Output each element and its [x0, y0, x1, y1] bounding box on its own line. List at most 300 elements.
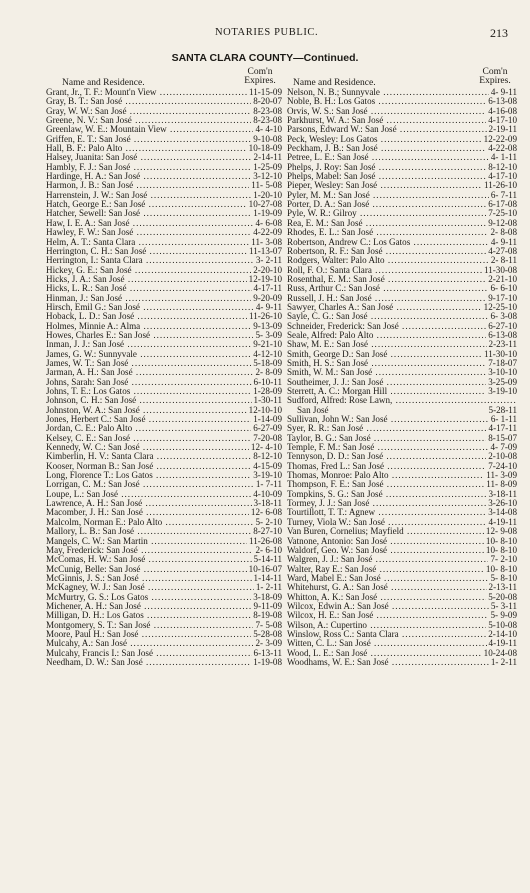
notary-name-residence: Waldorf, Geo. W.: San José ..... [287, 546, 517, 555]
commission-expires: 6-27-10 [488, 321, 517, 331]
notary-name-residence: Hinman, J.: San José ..... [46, 294, 282, 303]
right-column [287, 68, 517, 667]
commission-expires: 4-15-09 [253, 461, 282, 471]
expires-label: Expires. [244, 76, 276, 86]
notary-name-residence: Milligan, D. H.: Los Gatos ..... [46, 611, 282, 620]
notary-name-residence: Wilcox, Edwin A.: San José ..... [287, 602, 517, 611]
commission-expires: 11-30-10 [483, 349, 517, 359]
notary-name-residence: Helm, A. T.: Santa Clara ..... [46, 238, 282, 247]
commission-expires: 4-19-11 [488, 517, 517, 527]
commission-expires: 4-17-11 [253, 284, 282, 294]
notary-name-residence: Hambly, F. J.: San José ..... [46, 163, 282, 172]
notary-name-residence: Roll, F. O.: Santa Clara ..... [287, 266, 517, 275]
commission-expires: 6-13-08 [488, 330, 517, 340]
notary-name-residence: Herrington, I.: Santa Clara ..... [46, 256, 282, 265]
notary-name-residence: Phelps, J. Roy: San José ..... [287, 163, 517, 172]
notary-entry [287, 406, 517, 415]
commission-expires: 2- 8-11 [490, 256, 517, 266]
commission-expires: 3-19-10 [488, 387, 517, 396]
notary-entry [287, 200, 517, 209]
notary-entry [287, 340, 517, 349]
notary-name-residence: Hawley, F. W.: San José ..... [46, 228, 282, 237]
commission-expires: 11-26-10 [483, 181, 517, 191]
notary-entry [46, 611, 282, 620]
notary-entry [46, 387, 282, 396]
commission-expires: 8-15-07 [488, 433, 517, 443]
notary-name-residence: Ward, Mabel E.: San José ..... [287, 574, 517, 583]
notary-name-residence: Peckham, J. B.: San José ..... [287, 144, 517, 153]
notary-entry [46, 396, 282, 405]
notary-name-residence: Tennyson, D. D.: San José ..... [287, 452, 517, 461]
notary-name-residence: Malcolm, Norman E.: Palo Alto ..... [46, 518, 282, 527]
notary-entry [46, 658, 282, 667]
notary-entry [287, 350, 517, 359]
notary-entry [287, 574, 517, 583]
notary-name-residence: McMurtry, G. S.: Los Gatos ..... [46, 593, 282, 602]
commission-expires: 4-10-09 [253, 489, 282, 499]
notary-entry [287, 527, 517, 536]
notary-entry [46, 331, 282, 340]
notary-entry [46, 368, 282, 377]
notary-name-residence: Mangels, C. W.: San Martin ..... [46, 537, 282, 546]
notary-name-residence: Smith, W. M.: San José ..... [287, 368, 517, 377]
notary-entry [287, 181, 517, 190]
commission-expires: 6-27-09 [253, 424, 282, 434]
notary-name-residence: Temple, F. M.: San José ..... [287, 443, 517, 452]
commission-expires: 6- 7-11 [490, 190, 517, 200]
notary-entry [46, 228, 282, 237]
notary-name-residence: Michener, A. H.: San José ..... [46, 602, 282, 611]
notary-name-residence: Pyler, M. M.: San José ..... [287, 191, 517, 200]
notary-name-residence: Wilson, A.: Cupertino ..... [287, 621, 517, 630]
notary-entry [46, 630, 282, 639]
commission-expires: 5-20-08 [488, 592, 517, 602]
commission-expires: 4- 9-11 [490, 237, 517, 247]
right-entry-list [287, 88, 517, 667]
notary-name-residence: Johnson, C. H.: San José ..... [46, 396, 282, 405]
notary-name-residence: McCunig, Belle: San José ..... [46, 565, 282, 574]
notary-entry [287, 621, 517, 630]
notary-entry [287, 462, 517, 471]
notary-entry [46, 593, 282, 602]
notary-entry [287, 396, 517, 405]
notary-name-residence: Inman, J. J.: San José ..... [46, 340, 282, 349]
name-residence-label: Name and Residence. [293, 78, 376, 88]
notary-entry [287, 508, 517, 517]
commission-expires: 2-21-10 [488, 274, 517, 284]
commission-expires: 3-10-10 [488, 368, 517, 378]
notary-entry [287, 424, 517, 433]
notary-entry [287, 593, 517, 602]
notary-name-residence: Montgomery, S. T.: San José ..... [46, 621, 282, 630]
commission-expires: 4- 6-08 [255, 218, 282, 228]
notary-name-residence: Hoback, L. D.: San José ..... [46, 312, 282, 321]
notary-entry [46, 621, 282, 630]
notary-name-residence: Moore, Paul H.: San José ..... [46, 630, 282, 639]
notary-entry [287, 471, 517, 480]
column-header [46, 68, 282, 88]
commission-expires: 4- 1-11 [490, 153, 517, 163]
notary-entry [287, 256, 517, 265]
notary-name-residence: Sterrett, A. C.: Morgan Hill ..... [287, 387, 517, 396]
notary-entry [287, 537, 517, 546]
notary-entry [46, 499, 282, 508]
notary-name-residence: Turney, Viola W.: San José ..... [287, 518, 517, 527]
notary-entry [46, 555, 282, 564]
commission-expires: 5- 9-09 [490, 611, 517, 621]
commission-expires: 5- 3-09 [255, 330, 282, 340]
notary-entry [46, 144, 282, 153]
notary-name-residence: Woodhams, W. E.: San José ..... [287, 658, 517, 667]
commission-expires: 12-10-10 [248, 405, 282, 415]
commission-expires: 12-19-10 [248, 274, 282, 284]
commission-expires: 11- 3-08 [251, 237, 282, 247]
commission-expires: 9-20-09 [253, 293, 282, 303]
commission-expires: 10-27-08 [248, 200, 282, 210]
notary-entry [46, 266, 282, 275]
notary-name-residence: Griffen, E. T.: San José ..... [46, 135, 282, 144]
notary-name-residence: Hirsch, Emil G.: San José ..... [46, 303, 282, 312]
notary-name-residence: McComas, H. W.: San José ..... [46, 555, 282, 564]
notary-name-residence: Peck, Wesley: Los Gatos ..... [287, 135, 517, 144]
notary-entry [46, 452, 282, 461]
commission-expires: 10- 8-10 [485, 564, 517, 574]
commission-expires: 8-20-07 [253, 97, 282, 107]
notary-name-residence: Howes, Charles E.: San José ..... [46, 331, 282, 340]
notary-name-residence: Whitehurst, G. A.: San José ..... [287, 583, 517, 592]
expires-header [240, 68, 280, 86]
commission-expires: 9-12-08 [488, 218, 517, 228]
commission-expires: 9-10-08 [253, 134, 282, 144]
notary-entry [46, 565, 282, 574]
notary-entry [46, 294, 282, 303]
notary-entry [287, 116, 517, 125]
notary-name-residence: Greene, N. V.: San José ..... [46, 116, 282, 125]
notary-name-residence: Robertson, R. F.: San José ..... [287, 247, 517, 256]
notary-entry [287, 490, 517, 499]
notary-name-residence: Witten, C. L.: San José ..... [287, 639, 517, 648]
section-title: SANTA CLARA COUNTY—Continued. [171, 52, 359, 64]
commission-expires: 8-23-08 [253, 106, 282, 116]
notary-name-residence: Jones, Herbert C.: San José ..... [46, 415, 282, 424]
notary-name-residence: Parsons, Edward W.: San José ..... [287, 125, 517, 134]
notary-name-residence: James, W. T.: San José ..... [46, 359, 282, 368]
commission-expires: 4-16-08 [488, 106, 517, 116]
notary-name-residence: Hardinge, H. A.: San José ..... [46, 172, 282, 181]
notary-name-residence: Orvis, W. S.: San José ..... [287, 107, 517, 116]
commission-expires: 8-19-08 [253, 611, 282, 621]
notary-name-residence: Kimberlin, H. V.: Santa Clara ..... [46, 452, 282, 461]
notary-name-residence: Wood, L. E.: San José ..... [287, 649, 517, 658]
commission-expires: 4- 4-10 [255, 125, 282, 135]
notary-name-residence: Halsey, Juanita: San José ..... [46, 153, 282, 162]
notary-name-residence: Harrenstein, J. W.: San José ..... [46, 191, 282, 200]
notary-entry [287, 359, 517, 368]
notary-entry [287, 266, 517, 275]
notary-entry [46, 443, 282, 452]
notary-name-residence: Porter, D. A.: San José ..... [287, 200, 517, 209]
commission-expires: 1- 7-11 [255, 480, 282, 490]
expires-label: Expires. [479, 76, 511, 86]
commission-expires: 4-17-11 [488, 424, 517, 434]
notary-entry [46, 490, 282, 499]
commission-expires: 7- 5-08 [255, 620, 282, 630]
commission-expires: 6- 3-08 [490, 312, 517, 322]
commission-expires: 10-24-08 [483, 648, 517, 658]
notary-name-residence: Hicks, J. A.: San José ..... [46, 275, 282, 284]
notary-entry [46, 546, 282, 555]
notary-entry [287, 144, 517, 153]
notary-entry [46, 238, 282, 247]
notary-name-residence: Nelson, N. B.; Sunnyvale ..... [287, 88, 517, 97]
notary-entry [46, 583, 282, 592]
notary-name-residence: May, Frederick: San José ..... [46, 546, 282, 555]
notary-entry [287, 88, 517, 97]
commission-expires: 8-12-10 [488, 162, 517, 172]
notary-name-residence: Syer, R. R.: San José ..... [287, 424, 517, 433]
commission-expires: 3- 2-11 [255, 256, 282, 266]
notary-name-residence: Kelsey, C. E.: San José ..... [46, 434, 282, 443]
notary-entry [46, 649, 282, 658]
commission-expires: 11-30-08 [483, 265, 517, 275]
notary-entry [287, 565, 517, 574]
running-head [0, 27, 530, 41]
notary-entry [46, 97, 282, 106]
notary-name-residence: Hatcher, Sewell: San José ..... [46, 209, 282, 218]
notary-entry [46, 639, 282, 648]
commission-expires: 5- 2-10 [255, 517, 282, 527]
column-header [287, 68, 517, 88]
notary-entry [46, 135, 282, 144]
notary-name-residence: Rhodes, E. L.: San José ..... [287, 228, 517, 237]
running-title: NOTARIES PUBLIC. [215, 27, 319, 38]
commission-expires: 11-26-10 [248, 312, 282, 322]
left-entry-list [46, 88, 282, 667]
commission-expires: 1-14-09 [253, 415, 282, 425]
commission-expires: 7-18-07 [488, 358, 517, 368]
commission-expires: 11-26-08 [248, 536, 282, 546]
notary-name-residence: Mulcahy, Francis I.: San José ..... [46, 649, 282, 658]
commission-expires: 12- 9-08 [485, 527, 517, 537]
notary-entry [287, 555, 517, 564]
notary-name-residence: Herrington, C. H.: San José ..... [46, 247, 282, 256]
notary-entry [46, 191, 282, 200]
notary-entry [287, 499, 517, 508]
notary-name-residence: Thompson, F. E.: San José ..... [287, 480, 517, 489]
notary-entry [46, 247, 282, 256]
notary-entry [287, 583, 517, 592]
notary-entry [287, 546, 517, 555]
notary-name-residence: Robertson, Andrew C.: Los Gatos ..... [287, 238, 517, 247]
notary-entry [46, 116, 282, 125]
notary-entry [287, 649, 517, 658]
notary-name-residence: Johns, T. E.: Los Gatos ..... [46, 387, 282, 396]
notary-entry [46, 415, 282, 424]
commission-expires: 10-18-09 [248, 144, 282, 154]
commission-expires: 1-14-11 [253, 573, 282, 583]
commission-expires: 5- 8-10 [490, 573, 517, 583]
notary-entry [46, 256, 282, 265]
commission-expires: 9-17-10 [488, 293, 517, 303]
notary-entry [46, 537, 282, 546]
commission-expires: 3-18-11 [253, 499, 282, 509]
commission-expires: 11-15-09 [248, 88, 282, 97]
notary-name-residence: Johns, Sarah: San José ..... [46, 378, 282, 387]
commission-expires: 3-19-10 [253, 471, 282, 481]
notary-entry [46, 574, 282, 583]
commission-expires: 12- 4-10 [250, 443, 282, 453]
notary-name-residence: Russ, Arthur C.: San José ..... [287, 284, 517, 293]
commission-expires: 3-18-09 [253, 592, 282, 602]
commission-expires: 4-17-10 [488, 172, 517, 182]
notary-name-residence: Smith, H. S.: San José ..... [287, 359, 517, 368]
commission-expires: 2-14-11 [253, 153, 282, 163]
notary-name-residence: Sawyer, Charles A.: San José ..... [287, 303, 517, 312]
notary-name-residence: Phelps, Mabel: San José ..... [287, 172, 517, 181]
notary-name-residence: Vatnone, Antonio: San José ..... [287, 537, 517, 546]
notary-entry [287, 97, 517, 106]
commission-expires: 6-13-11 [253, 648, 282, 658]
notary-entry [287, 480, 517, 489]
notary-name-residence: Gray, W. W.: San José ..... [46, 107, 282, 116]
commission-expires: 2-13-11 [488, 583, 517, 593]
notary-name-residence: Hickey, G. E.: San José ..... [46, 266, 282, 275]
commission-expires: 1-19-08 [253, 657, 282, 667]
comn-label: Com'n [247, 67, 273, 77]
comn-label: Com'n [482, 67, 508, 77]
expires-header [475, 68, 515, 86]
notary-entry [287, 312, 517, 321]
notary-name-residence: Loupe, L.: San José ..... [46, 490, 282, 499]
notary-name-residence: Mulcahy, A.: San José ..... [46, 639, 282, 648]
notary-entry [46, 527, 282, 536]
commission-expires: 3-12-10 [253, 172, 282, 182]
notary-entry [46, 303, 282, 312]
notary-name-residence: Rea, E. M.: San José ..... [287, 219, 517, 228]
commission-expires: 7-20-08 [253, 433, 282, 443]
notary-entry [46, 153, 282, 162]
notary-name-residence: Tourtillott, T. T.: Agnew ..... [287, 508, 517, 517]
commission-expires: 3-18-11 [488, 489, 517, 499]
notary-name-residence: Lawrence, A. H.: San José ..... [46, 499, 282, 508]
commission-expires: 2-20-10 [253, 265, 282, 275]
notary-entry [287, 368, 517, 377]
notary-entry [287, 284, 517, 293]
notary-entry [287, 630, 517, 639]
commission-expires: 10-16-07 [248, 564, 282, 574]
notary-name-residence: Kennedy, W. C.: San José ..... [46, 443, 282, 452]
notary-entry [46, 200, 282, 209]
commission-expires: 1-30-11 [253, 396, 282, 406]
commission-expires: 9-21-10 [253, 340, 282, 350]
notary-entry [46, 471, 282, 480]
page-number: 213 [490, 26, 508, 40]
notary-entry [287, 125, 517, 134]
notary-entry [287, 172, 517, 181]
commission-expires: 7-24-10 [488, 461, 517, 471]
notary-name-residence: James, G. W.: Sunnyvale ..... [46, 350, 282, 359]
notary-name-residence: Gray, B. T.: San José ..... [46, 97, 282, 106]
commission-expires: 2- 8-08 [490, 228, 517, 238]
commission-expires: 5-28-11 [488, 405, 517, 415]
commission-expires: 4- 9-11 [490, 88, 517, 97]
notary-entry [46, 312, 282, 321]
notary-entry [46, 378, 282, 387]
commission-expires: 4- 7-09 [490, 443, 517, 453]
commission-expires: 8-23-08 [253, 116, 282, 126]
notary-name-residence: Grant, Jr., T. F.: Mount'n View ..... [46, 88, 282, 97]
commission-expires: 2- 8-09 [255, 368, 282, 378]
commission-expires: 5- 3-11 [490, 601, 517, 611]
notary-name-residence: Schneider, Frederick: San José ..... [287, 322, 517, 331]
notary-name-residence: Needham, D. W.: San José ..... [46, 658, 282, 667]
commission-expires: 6- 1-11 [490, 415, 517, 425]
commission-expires: 1-20-10 [253, 190, 282, 200]
commission-expires: 5-28-08 [253, 629, 282, 639]
commission-expires: 4-19-11 [488, 639, 517, 649]
notary-entry [287, 387, 517, 396]
notary-entry [287, 602, 517, 611]
commission-expires: 1- 2-11 [255, 583, 282, 593]
notary-name-residence: Kooser, Norman B.: San José ..... [46, 462, 282, 471]
notary-name-residence: Russell, J. H.: San José ..... [287, 294, 517, 303]
notary-name-residence: Tormey, J. J.: San José ..... [287, 499, 517, 508]
commission-expires: 5-14-11 [253, 555, 282, 565]
commission-expires: 5-18-09 [253, 358, 282, 368]
notary-name-residence: Jarman, A. H.: San José ..... [46, 368, 282, 377]
commission-expires: 3-26-10 [488, 499, 517, 509]
notary-name-residence: Walter, Ray E.: San José ..... [287, 565, 517, 574]
notary-entry [46, 434, 282, 443]
notary-name-residence: Petree, L. E.: San José ..... [287, 153, 517, 162]
commission-expires: 11-13-07 [248, 246, 282, 256]
notary-name-residence: Hatch, George E.: San José ..... [46, 200, 282, 209]
notary-name-residence: Long, Florence T.: Los Gatos ..... [46, 471, 282, 480]
notary-entry [287, 219, 517, 228]
notary-entry [46, 107, 282, 116]
notary-name-residence: Thomas, Fred L.: San José ..... [287, 462, 517, 471]
commission-expires: 1-28-09 [253, 387, 282, 396]
notary-name-residence: Hall, B. F.: Palo Alto ..... [46, 144, 282, 153]
commission-expires: 8-27-10 [253, 527, 282, 537]
notary-name-residence: Walgren, J. J.: San José ..... [287, 555, 517, 564]
commission-expires: 7- 2-10 [490, 555, 517, 565]
notary-name-residence: Sudford, Alfred: Rose Lawn, ..... [287, 396, 517, 405]
notary-name-residence: Mallory, L. B.: San José ..... [46, 527, 282, 536]
commission-expires: 4- 9-11 [255, 302, 282, 312]
commission-expires: 12-25-10 [483, 302, 517, 312]
commission-expires: 2-10-08 [488, 452, 517, 462]
notary-entry [287, 415, 517, 424]
notary-entry [46, 359, 282, 368]
notary-entry [46, 340, 282, 349]
notary-name-residence: Taylor, B. G.: San José ..... [287, 434, 517, 443]
notary-name-residence: Winslow, Ross C.: Santa Clara ..... [287, 630, 517, 639]
notary-entry [46, 322, 282, 331]
notary-name-residence: Greenlaw, W. E.: Mountain View ..... [46, 125, 282, 134]
notary-entry [287, 247, 517, 256]
commission-expires: 11- 3-09 [486, 471, 517, 481]
commission-expires: 6-10-11 [253, 377, 282, 387]
notary-entry [287, 238, 517, 247]
notary-name-residence: McKagney, W. J.: San José ..... [46, 583, 282, 592]
notary-name-residence: Johnston, W. A.: San José ..... [46, 406, 282, 415]
notary-entry [46, 219, 282, 228]
notary-entry [46, 350, 282, 359]
notary-name-residence: Lorrigan, C. M.: San José ..... [46, 480, 282, 489]
notary-name-residence: Pyle, W. R.: Gilroy ..... [287, 209, 517, 218]
commission-expires: 3-25-09 [488, 377, 517, 387]
